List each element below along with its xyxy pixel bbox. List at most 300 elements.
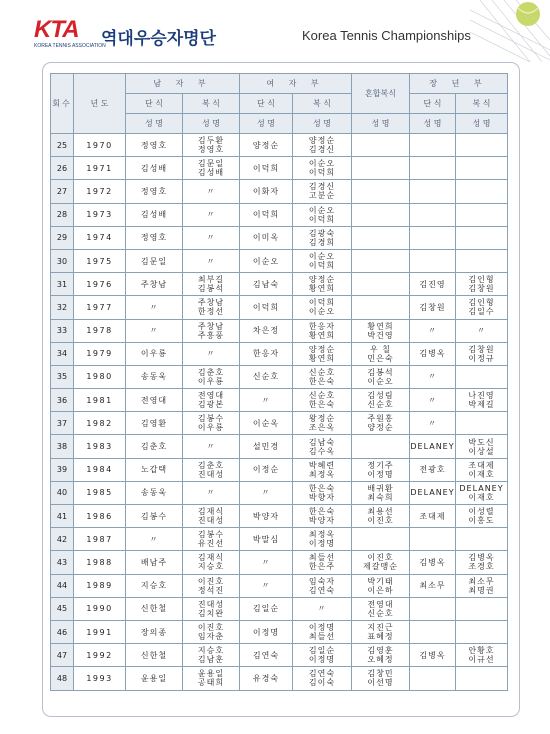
- women-double-winners: [293, 505, 352, 528]
- women-double-winners: [293, 226, 352, 249]
- men-single-winner: 김문일: [126, 249, 183, 272]
- women-double-winners-entry: 〃: [317, 604, 327, 614]
- year: 1986: [74, 505, 126, 528]
- mixed-double-winners-entry: 김창민: [367, 669, 394, 679]
- page-title-korean: 역대우승자명단: [101, 29, 216, 49]
- year: 1985: [74, 481, 126, 504]
- men-double-winners: [183, 273, 240, 296]
- women-single-winner: 이덕희: [240, 203, 293, 226]
- year: 1982: [74, 412, 126, 435]
- youth-single-winner: 〃: [410, 319, 456, 342]
- table-row: [51, 157, 508, 180]
- women-double-winners: [293, 551, 352, 574]
- youth-single-winner: DELANEY: [410, 435, 456, 458]
- men-double-winners-entry: 진대성: [197, 516, 225, 526]
- youth-double-winners: [456, 481, 508, 504]
- women-double-winners-entry: 한은숙: [308, 483, 336, 493]
- youth-double-winners-entry: 안황호: [468, 646, 495, 656]
- men-double-winners-entry: 김봉수: [197, 414, 225, 424]
- table-row: [51, 249, 508, 272]
- header-name: 성 명: [410, 114, 456, 134]
- mixed-double-winners: [352, 203, 410, 226]
- women-double-winners-entry: 황연희: [308, 284, 336, 294]
- youth-single-winner: [410, 597, 456, 620]
- men-single-winner: 김영환: [126, 412, 183, 435]
- women-double-winners-entry: 이순오: [308, 307, 336, 317]
- youth-single-winner: 조대제: [410, 505, 456, 528]
- mixed-double-winners: [352, 296, 410, 319]
- women-double-winners-entry: 김연숙: [308, 585, 336, 595]
- youth-double-winners-entry: 김일수: [468, 307, 495, 317]
- mixed-double-winners: [352, 180, 410, 203]
- men-double-winners: [183, 644, 240, 667]
- header-double: 복 식: [183, 94, 240, 114]
- round-number: 28: [51, 203, 74, 226]
- men-double-winners-entry: 〃: [206, 349, 216, 359]
- table-row: [51, 505, 508, 528]
- women-double-winners-entry: 양정순: [308, 275, 336, 285]
- youth-double-winners-entry: 이상설: [468, 446, 495, 456]
- men-single-winner: 신한철: [126, 597, 183, 620]
- women-double-winners: [293, 389, 352, 412]
- men-double-winners: [183, 319, 240, 342]
- round-number: 39: [51, 458, 74, 481]
- women-double-winners-entry: 박향자: [308, 492, 336, 502]
- header-mixed: 혼합복식: [352, 74, 410, 114]
- men-double-winners-entry: 김광본: [197, 400, 225, 410]
- youth-single-winner: [410, 203, 456, 226]
- women-double-winners-entry: 박양자: [308, 516, 336, 526]
- mixed-double-winners-entry: 김영훈: [367, 646, 394, 656]
- table-row: [51, 319, 508, 342]
- youth-double-winners: [456, 505, 508, 528]
- mixed-double-winners: [352, 273, 410, 296]
- youth-double-winners: [456, 157, 508, 180]
- mixed-double-winners-entry: 정기주: [367, 460, 394, 470]
- men-double-winners-entry: 전영대: [197, 391, 225, 401]
- youth-double-winners-entry: 나진영: [468, 391, 495, 401]
- women-double-winners: [293, 157, 352, 180]
- men-double-winners-entry: 김봉석: [197, 284, 225, 294]
- women-double-winners: [293, 342, 352, 365]
- table-row: [51, 620, 508, 643]
- women-single-winner: 설민경: [240, 435, 293, 458]
- youth-double-winners-entry: 〃: [477, 326, 486, 336]
- women-single-winner: 이덕희: [240, 296, 293, 319]
- men-single-winner: 배남주: [126, 551, 183, 574]
- mixed-double-winners-entry: 신순호: [367, 608, 394, 618]
- year: 1979: [74, 342, 126, 365]
- men-single-winner: 김춘호: [126, 435, 183, 458]
- mixed-double-winners: [352, 319, 410, 342]
- men-double-winners: [183, 226, 240, 249]
- table-row: [51, 574, 508, 597]
- men-single-winner: 정영호: [126, 134, 183, 157]
- youth-double-winners-entry: 김창원: [468, 284, 495, 294]
- youth-double-winners: [456, 644, 508, 667]
- mixed-double-winners-entry: 민은숙: [367, 353, 394, 363]
- year: 1971: [74, 157, 126, 180]
- youth-double-winners: [456, 458, 508, 481]
- women-double-winners-entry: 신순호: [308, 367, 336, 377]
- header-name: 성 명: [183, 114, 240, 134]
- women-single-winner: 이순오: [240, 249, 293, 272]
- youth-single-winner: [410, 667, 456, 690]
- youth-double-winners: [456, 435, 508, 458]
- table-row: [51, 226, 508, 249]
- men-double-winners: [183, 412, 240, 435]
- women-double-winners: [293, 319, 352, 342]
- round-number: 42: [51, 528, 74, 551]
- youth-double-winners-entry: 박제길: [468, 400, 495, 410]
- mixed-double-winners: [352, 528, 410, 551]
- women-double-winners-entry: 양정순: [308, 344, 336, 354]
- men-single-winner: 김성배: [126, 203, 183, 226]
- mixed-double-winners: [352, 157, 410, 180]
- logo-subtitle: KOREA TENNIS ASSOCIATION: [34, 43, 106, 49]
- mixed-double-winners-entry: 오혜정: [367, 655, 394, 665]
- mixed-double-winners-entry: 이진호: [367, 516, 394, 526]
- youth-single-winner: [410, 620, 456, 643]
- men-double-winners: [183, 597, 240, 620]
- mixed-double-winners-entry: 주원홍: [367, 414, 394, 424]
- youth-double-winners: [456, 528, 508, 551]
- women-single-winner: 김남숙: [240, 273, 293, 296]
- year: 1975: [74, 249, 126, 272]
- youth-single-winner: 〃: [410, 365, 456, 388]
- header-single: 단 식: [410, 94, 456, 114]
- women-double-winners-entry: 김연숙: [308, 669, 336, 679]
- year: 1977: [74, 296, 126, 319]
- men-double-winners-entry: 임자춘: [197, 632, 225, 642]
- youth-double-winners-entry: 김병옥: [468, 553, 495, 563]
- round-number: 48: [51, 667, 74, 690]
- youth-double-winners-entry: 이정규: [468, 353, 495, 363]
- youth-double-winners: [456, 597, 508, 620]
- women-double-winners: [293, 435, 352, 458]
- men-double-winners-entry: 지승호: [197, 562, 225, 572]
- youth-double-winners-entry: 박도신: [468, 437, 495, 447]
- youth-single-winner: 전광호: [410, 458, 456, 481]
- men-double-winners-entry: 김남훈: [197, 655, 225, 665]
- women-double-winners-entry: 이순오: [308, 252, 336, 262]
- women-double-winners-entry: 이덕희: [308, 168, 336, 178]
- women-double-winners-entry: 한은주: [308, 562, 336, 572]
- kta-logo: [34, 16, 106, 49]
- men-single-winner: 노갑택: [126, 458, 183, 481]
- mixed-double-winners: [352, 435, 410, 458]
- women-single-winner: 이순옥: [240, 412, 293, 435]
- men-double-winners-entry: 윤용일: [197, 669, 225, 679]
- men-double-winners-entry: 〃: [206, 233, 216, 243]
- mixed-double-winners-entry: 김봉석: [367, 367, 394, 377]
- mixed-double-winners-entry: 배귀환: [367, 483, 394, 493]
- table-row: [51, 365, 508, 388]
- round-number: 45: [51, 597, 74, 620]
- mixed-double-winners: [352, 134, 410, 157]
- year: 1991: [74, 620, 126, 643]
- youth-double-winners: [456, 412, 508, 435]
- men-double-winners-entry: 김치완: [197, 608, 225, 618]
- table-row: [51, 296, 508, 319]
- men-double-winners-entry: 〃: [206, 210, 216, 220]
- mixed-double-winners: [352, 389, 410, 412]
- youth-double-winners-entry: 이재호: [468, 469, 495, 479]
- mixed-double-winners-entry: 이진호: [367, 553, 394, 563]
- women-single-winner: 한응자: [240, 342, 293, 365]
- men-double-winners-entry: 유진선: [197, 539, 225, 549]
- round-number: 29: [51, 226, 74, 249]
- women-double-winners-entry: 최들선: [308, 632, 336, 642]
- header-double: 복 식: [456, 94, 508, 114]
- men-double-winners: [183, 342, 240, 365]
- women-single-winner: 양정순: [240, 134, 293, 157]
- women-double-winners-entry: 김이숙: [308, 678, 336, 688]
- men-double-winners: [183, 620, 240, 643]
- year: 1978: [74, 319, 126, 342]
- youth-double-winners: [456, 667, 508, 690]
- women-double-winners: [293, 574, 352, 597]
- men-double-winners: [183, 551, 240, 574]
- men-double-winners-entry: 주창남: [197, 321, 225, 331]
- mixed-double-winners-entry: 표혜정: [367, 632, 394, 642]
- mixed-double-winners: [352, 365, 410, 388]
- youth-double-winners: [456, 226, 508, 249]
- round-number: 38: [51, 435, 74, 458]
- header-round: 회수: [51, 74, 74, 134]
- mixed-double-winners-entry: 신순호: [367, 400, 394, 410]
- round-number: 33: [51, 319, 74, 342]
- youth-double-winners: [456, 249, 508, 272]
- men-double-winners-entry: 주창남: [197, 298, 225, 308]
- men-double-winners-entry: 김문일: [197, 159, 225, 169]
- women-double-winners: [293, 667, 352, 690]
- youth-double-winners: [456, 180, 508, 203]
- mixed-double-winners-entry: 김성림: [367, 391, 394, 401]
- tennis-ball-racket-icon: [470, 0, 550, 62]
- youth-double-winners-entry: 김인형: [468, 275, 495, 285]
- men-single-winner: 신한철: [126, 644, 183, 667]
- men-single-winner: 김봉수: [126, 505, 183, 528]
- women-double-winners-entry: 양정순: [308, 136, 336, 146]
- men-double-winners-entry: 김성배: [197, 168, 225, 178]
- men-double-winners-entry: 이진호: [197, 576, 225, 586]
- women-single-winner: 이미옥: [240, 226, 293, 249]
- table-row: [51, 551, 508, 574]
- men-double-winners-entry: 정영호: [197, 145, 225, 155]
- logo-text: KTA: [34, 16, 79, 43]
- youth-double-winners: [456, 319, 508, 342]
- youth-double-winners: [456, 134, 508, 157]
- women-double-winners-entry: 이순오: [308, 159, 336, 169]
- men-single-winner: 주창남: [126, 273, 183, 296]
- mixed-double-winners: [352, 551, 410, 574]
- youth-single-winner: [410, 226, 456, 249]
- women-double-winners: [293, 528, 352, 551]
- mixed-double-winners-entry: 지진근: [367, 623, 394, 633]
- men-double-winners-entry: 〃: [206, 488, 216, 498]
- women-double-winners-entry: 고분순: [308, 191, 336, 201]
- youth-single-winner: 김진영: [410, 273, 456, 296]
- mixed-double-winners: [352, 249, 410, 272]
- youth-single-winner: 〃: [410, 389, 456, 412]
- men-double-winners-entry: 〃: [206, 186, 216, 196]
- year: 1970: [74, 134, 126, 157]
- youth-double-winners: [456, 365, 508, 388]
- women-single-winner: 김일순: [240, 597, 293, 620]
- men-single-winner: 정영호: [126, 226, 183, 249]
- youth-single-winner: [410, 528, 456, 551]
- table-row: [51, 412, 508, 435]
- men-double-winners: [183, 389, 240, 412]
- men-double-winners: [183, 481, 240, 504]
- men-double-winners: [183, 365, 240, 388]
- youth-single-winner: [410, 134, 456, 157]
- women-double-winners: [293, 620, 352, 643]
- year: 1976: [74, 273, 126, 296]
- table-body: [51, 134, 508, 691]
- women-single-winner: 유경숙: [240, 667, 293, 690]
- women-single-winner: 박말심: [240, 528, 293, 551]
- women-single-winner: 〃: [240, 481, 293, 504]
- round-number: 43: [51, 551, 74, 574]
- youth-single-winner: 김병옥: [410, 551, 456, 574]
- header-year: 년 도: [74, 74, 126, 134]
- men-single-winner: 송동욱: [126, 481, 183, 504]
- women-double-winners-entry: 이덕희: [308, 214, 336, 224]
- round-number: 31: [51, 273, 74, 296]
- table-row: [51, 458, 508, 481]
- header-men: 남 자 부: [126, 74, 240, 94]
- women-double-winners-entry: 최정옥: [308, 530, 336, 540]
- youth-single-winner: 김병옥: [410, 644, 456, 667]
- men-double-winners-entry: 김두환: [197, 136, 225, 146]
- year: 1990: [74, 597, 126, 620]
- mixed-double-winners-entry: 최숙희: [367, 492, 394, 502]
- round-number: 27: [51, 180, 74, 203]
- women-double-winners: [293, 273, 352, 296]
- men-double-winners-entry: 지승호: [197, 646, 225, 656]
- year: 1987: [74, 528, 126, 551]
- table-row: [51, 435, 508, 458]
- page-title-english: Korea Tennis Championships: [302, 28, 471, 43]
- table-row: [51, 597, 508, 620]
- table-row: [51, 644, 508, 667]
- women-double-winners-entry: 임숙자: [308, 576, 336, 586]
- men-double-winners: [183, 296, 240, 319]
- men-single-winner: 송동욱: [126, 365, 183, 388]
- year: 1989: [74, 574, 126, 597]
- table-row: [51, 389, 508, 412]
- men-single-winner: 〃: [126, 528, 183, 551]
- women-double-winners-entry: 한응자: [308, 321, 336, 331]
- mixed-double-winners-entry: 양정순: [367, 423, 394, 433]
- women-double-winners: [293, 597, 352, 620]
- men-double-winners-entry: 공태희: [197, 678, 225, 688]
- table-row: [51, 342, 508, 365]
- round-number: 34: [51, 342, 74, 365]
- women-double-winners-entry: 김경신: [308, 145, 336, 155]
- women-double-winners-entry: 한은숙: [308, 376, 336, 386]
- header-name: 성 명: [240, 114, 293, 134]
- table-row: [51, 203, 508, 226]
- women-double-winners-entry: 박혜련: [308, 460, 336, 470]
- mixed-double-winners: [352, 574, 410, 597]
- youth-double-winners-entry: 이성렬: [468, 507, 495, 517]
- header-name: 성 명: [126, 114, 183, 134]
- women-double-winners-entry: 한은숙: [308, 507, 336, 517]
- women-single-winner: 신순호: [240, 365, 293, 388]
- table-row: [51, 134, 508, 157]
- women-single-winner: 이정순: [240, 458, 293, 481]
- round-number: 25: [51, 134, 74, 157]
- men-single-winner: 윤용일: [126, 667, 183, 690]
- women-double-winners-entry: 김일순: [308, 646, 336, 656]
- youth-double-winners: [456, 620, 508, 643]
- table-row: [51, 528, 508, 551]
- round-number: 40: [51, 481, 74, 504]
- women-single-winner: 〃: [240, 551, 293, 574]
- women-single-winner: 〃: [240, 574, 293, 597]
- round-number: 44: [51, 574, 74, 597]
- women-double-winners: [293, 644, 352, 667]
- men-double-winners: [183, 458, 240, 481]
- youth-double-winners: [456, 342, 508, 365]
- year: 1993: [74, 667, 126, 690]
- mixed-double-winners-entry: 이정명: [367, 469, 394, 479]
- year: 1972: [74, 180, 126, 203]
- round-number: 37: [51, 412, 74, 435]
- men-single-winner: 〃: [126, 319, 183, 342]
- men-double-winners-entry: 김재식: [197, 507, 225, 517]
- table-row: [51, 667, 508, 690]
- men-double-winners: [183, 249, 240, 272]
- mixed-double-winners: [352, 667, 410, 690]
- mixed-double-winners-entry: 이은하: [367, 585, 394, 595]
- year: 1981: [74, 389, 126, 412]
- men-single-winner: 〃: [126, 296, 183, 319]
- youth-double-winners: [456, 574, 508, 597]
- women-double-winners: [293, 481, 352, 504]
- table-row: [51, 273, 508, 296]
- round-number: 36: [51, 389, 74, 412]
- round-number: 46: [51, 620, 74, 643]
- mixed-double-winners-entry: 최용선: [367, 507, 394, 517]
- youth-double-winners-entry: 김창원: [468, 344, 495, 354]
- round-number: 30: [51, 249, 74, 272]
- youth-single-winner: [410, 157, 456, 180]
- year: 1980: [74, 365, 126, 388]
- women-double-winners-entry: 김경희: [308, 237, 336, 247]
- youth-double-winners-entry: DELANEY: [459, 483, 504, 493]
- men-double-winners: [183, 667, 240, 690]
- men-double-winners-entry: 이우룡: [197, 376, 225, 386]
- men-double-winners-entry: 진대성: [197, 469, 225, 479]
- youth-single-winner: 김창원: [410, 296, 456, 319]
- youth-single-winner: [410, 249, 456, 272]
- mixed-double-winners-entry: 박건영: [367, 330, 394, 340]
- youth-double-winners: [456, 203, 508, 226]
- women-double-winners: [293, 180, 352, 203]
- youth-single-winner: 〃: [410, 412, 456, 435]
- youth-double-winners-entry: 이홍도: [468, 516, 495, 526]
- women-double-winners-entry: 이정명: [308, 623, 336, 633]
- women-double-winners-entry: 이정명: [308, 655, 336, 665]
- men-single-winner: 김성배: [126, 157, 183, 180]
- women-single-winner: 김연숙: [240, 644, 293, 667]
- women-single-winner: 차은정: [240, 319, 293, 342]
- youth-double-winners: [456, 273, 508, 296]
